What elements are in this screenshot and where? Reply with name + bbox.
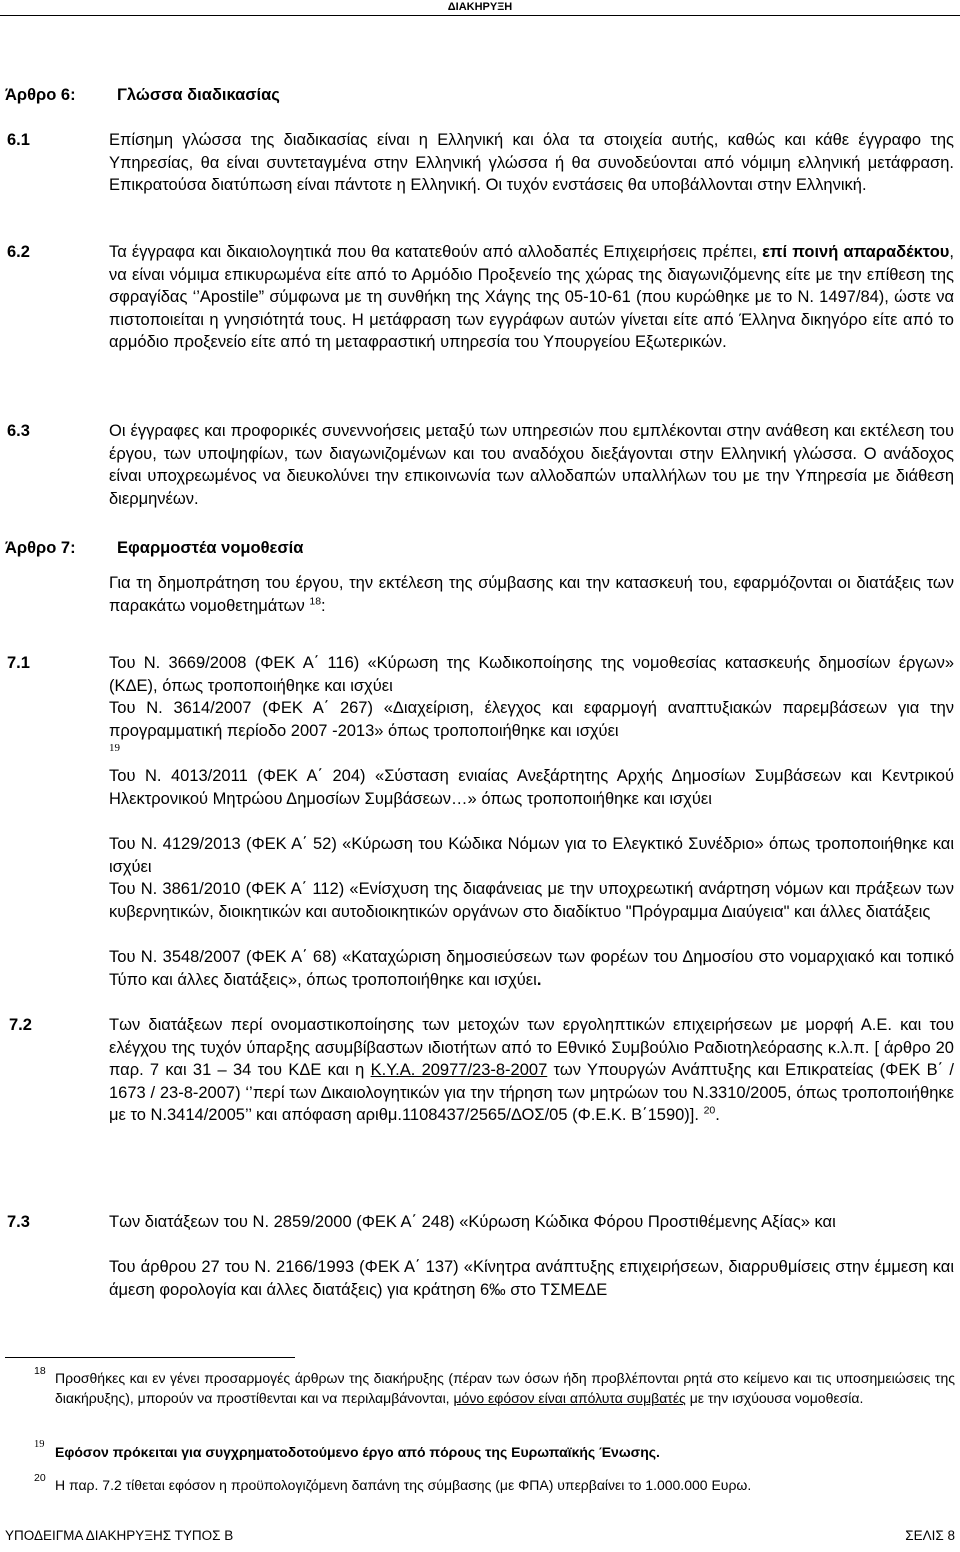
section-7-2-text: Των διατάξεων περί ονομαστικοποίησης των μετοχών των εργοληπτικών επιχειρήσεων με μορφή Α.Ε. και του ελέγχου της τυχόν ύπαρξης ασυμβίβαστων ιδιοτήτων από το Εθνικό Συμβούλιο Ραδιοτηλεόρασης κ.λ.π. [ άρθρο 20 παρ. 7 και 31 – 34 του ΚΔΕ και η Κ.Υ.Α. 20977/23-8-2007 των Υπουργών Ανάπτυξης και Επικρατείας (ΦΕΚ Β΄ / 1673 / 23-8-2007) ‘’περί των Δικαιολογητικών για την τήρηση των μητρώων του Ν.3310/2005, όπως τροποποιήθηκε με το Ν.3414/2005’’ και απόφαση αριθμ.1108437/2565/ΔΟΣ/05 (Φ.Ε.Κ. Β΄1590)]. $^{20}$. (109, 1016, 954, 1124)
article-7-intro: Για τη δημοπράτηση του έργου, την εκτέλεση της σύμβασης και την κατασκευή του, εφαρμόζονται οι διατάξεις των παρακάτω νομοθετημάτων $^{18}$: (109, 574, 954, 615)
law-2859-2000: Των διατάξεων του Ν. 2859/2000 (ΦΕΚ Α΄ 248) «Κύρωση Κώδικα Φόρου Προστιθέμενης Αξίας» και (109, 1213, 836, 1231)
law-3861-2010: Του Ν. 3861/2010 (ΦΕΚ Α΄ 112) «Ενίσχυση της διαφάνειας με την υποχρεωτική ανάρτηση νόμων και πράξεων των κυβερνητικών, διοικητικών και αυτοδιοικητικών οργάνων στο διαδίκτυο "Πρόγραμμα Διαύγεια" και άλλες διατάξεις (109, 880, 954, 921)
footnote-18-number: 18 (34, 1365, 46, 1377)
footnote-18-text: Προσθήκες και εν γένει προσαρμογές άρθρων της διακήρυξης (πέραν των όσων ήδη προβλέπονται ρητά στο κείμενο και τις υποσημειώσεις της διακήρυξης), μπορούν να προστίθενται και να περιλαμβάνονται, μόνο εφόσον είναι απόλυτα συμβατές με την ισχύουσα νομοθεσία. (55, 1370, 955, 1406)
footnote-18-underlined: μόνο εφόσον είναι απόλυτα συμβατές (453, 1389, 686, 1406)
section-7-1-number: 7.1 (7, 654, 30, 672)
footnote-ref-19: 19 (109, 742, 120, 754)
section-7-3-number: 7.3 (7, 1213, 30, 1231)
page-header: ΔΙΑΚΗΡΥΞΗ (447, 1, 513, 13)
footer-page-number: ΣΕΛΙΣ 8 (905, 1528, 955, 1543)
footnote-ref-18: 18 (309, 595, 322, 607)
section-6-2-number: 6.2 (7, 243, 30, 261)
article-7-label: Άρθρο 7: (5, 539, 76, 557)
law-2166-1993: Του άρθρου 27 του Ν. 2166/1993 (ΦΕΚ Α΄ 137) «Κίνητρα ανάπτυξης επιχειρήσεων, διαρρυθμίσεις στην έμμεση και άμεση φορολογία και άλλες διατάξεις) για κράτηση 6‰ στο ΤΣΜΕΔΕ (109, 1258, 954, 1299)
law-4129-2013: Του Ν. 4129/2013 (ΦΕΚ Α΄ 52) «Κύρωση του Κώδικα Νόμων για το Ελεγκτικό Συνέδριο» όπως τροποποιήθηκε και ισχύει (109, 835, 954, 876)
section-6-3-number: 6.3 (7, 422, 30, 440)
law-4013-2011: Του Ν. 4013/2011 (ΦΕΚ Α΄ 204) «Σύσταση ενιαίας Ανεξάρτητης Αρχής Δημοσίων Συμβάσεων και Κεντρικού Ηλεκτρονικού Μητρώου Δημοσίων Συμβάσεων…» όπως τροποποιήθηκε και ισχύει (109, 767, 954, 808)
footnote-20-text: Η παρ. 7.2 τίθεται εφόσον η προϋπολογιζόμενη δαπάνη της σύμβασης (με ΦΠΑ) υπερβαίνει το 1.000.000 Ευρω. (55, 1477, 752, 1493)
article-6-label: Άρθρο 6: (5, 86, 76, 104)
footnote-ref-20: 20 (703, 1104, 716, 1117)
footnote-19-number: 19 (34, 1439, 45, 1450)
footnote-20-number: 20 (34, 1472, 46, 1484)
section-6-2-text: Τα έγγραφα και δικαιολογητικά που θα κατατεθούν από αλλοδαπές Επιχειρήσεις πρέπει, επί ποινή απαραδέκτου, να είναι νόμιμα επικυρωμένα είτε από το Αρμόδιο Προξενείο της χώρας της διαγωνιζόμενης είτε με την επίθεση της σφραγίδας ‘’Apostile” σύμφωνα με τη συνθήκη της Χάγης της 05-10-61 (που κυρώθηκε με το Ν. 1497/84), ώστε να πιστοποιείται η γνησιότητά τους. Η μετάφραση των εγγράφων αυτών γίνεται είτε από Έλληνα δικηγόρο είτε από το αρμόδιο προξενείο είτε από τη μεταφραστική υπηρεσία του Υπουργείου Εξωτερικών. (109, 243, 954, 351)
header-rule (0, 15, 960, 16)
footnote-rule (5, 1357, 295, 1358)
footer-document-type: ΥΠΟΔΕΙΓΜΑ ΔΙΑΚΗΡΥΞΗΣ ΤΥΠΟΣ Β (5, 1528, 234, 1543)
kya-reference: Κ.Υ.Α. 20977/23-8-2007 (370, 1061, 548, 1079)
section-6-1-text: Επίσημη γλώσσα της διαδικασίας είναι η Ελληνική και όλα τα στοιχεία αυτής, καθώς και κάθε έγγραφο της Υπηρεσίας, θα είναι συντεταγμένα στην Ελληνική γλώσσα ή θα συνοδεύονται από νόμιμη ελληνική μετάφραση. Επικρατούσα διατύπωση είναι πάντοτε η Ελληνική. Οι τυχόν ενστάσεις θα υποβάλλονται στην Ελληνική. (109, 131, 954, 194)
law-3548-2007: Του Ν. 3548/2007 (ΦΕΚ Α΄ 68) «Καταχώριση δημοσιεύσεων των φορέων του Δημοσίου στο νομαρχιακό και τοπικό Τύπο και άλλες διατάξεις», όπως τροποποιήθηκε και ισχύει. (109, 948, 954, 989)
section-6-2-emphasis: επί ποινή απαραδέκτου (762, 243, 950, 261)
section-7-2-number: 7.2 (9, 1016, 32, 1034)
article-6-title: Γλώσσα διαδικασίας (117, 86, 280, 104)
law-3669-2008: Του Ν. 3669/2008 (ΦΕΚ Α΄ 116) «Κύρωση της Κωδικοποίησης της νομοθεσίας κατασκευής δημοσίων έργων» (ΚΔΕ), όπως τροποποιήθηκε και ισχύει (109, 654, 954, 695)
section-6-3-text: Οι έγγραφες και προφορικές συνεννοήσεις μεταξύ των υπηρεσιών που εμπλέκονται στην ανάθεση και εκτέλεση του έργου, των υποψηφίων, των διαγωνιζομένων και του αναδόχου διεξάγονται στην Ελληνική γλώσσα. Ο ανάδοχος είναι υποχρεωμένος να διευκολύνει την επικοινωνία των αλλοδαπών υπαλλήλων του με την Υπηρεσία με διάθεση διερμηνέων. (109, 422, 954, 508)
law-3614-2007: Του Ν. 3614/2007 (ΦΕΚ Α΄ 267) «Διαχείριση, έλεγχος και εφαρμογή αναπτυξιακών παρεμβάσεων για την προγραμματική περίοδο 2007 -2013» όπως τροποποιήθηκε και ισχύει (109, 699, 954, 740)
article-7-title: Εφαρμοστέα νομοθεσία (117, 539, 304, 557)
section-6-1-number: 6.1 (7, 131, 30, 149)
footnote-19-text: Εφόσον πρόκειται για συγχρηματοδοτούμενο έργο από πόρους της Ευρωπαϊκής Ένωσης. (55, 1444, 660, 1460)
